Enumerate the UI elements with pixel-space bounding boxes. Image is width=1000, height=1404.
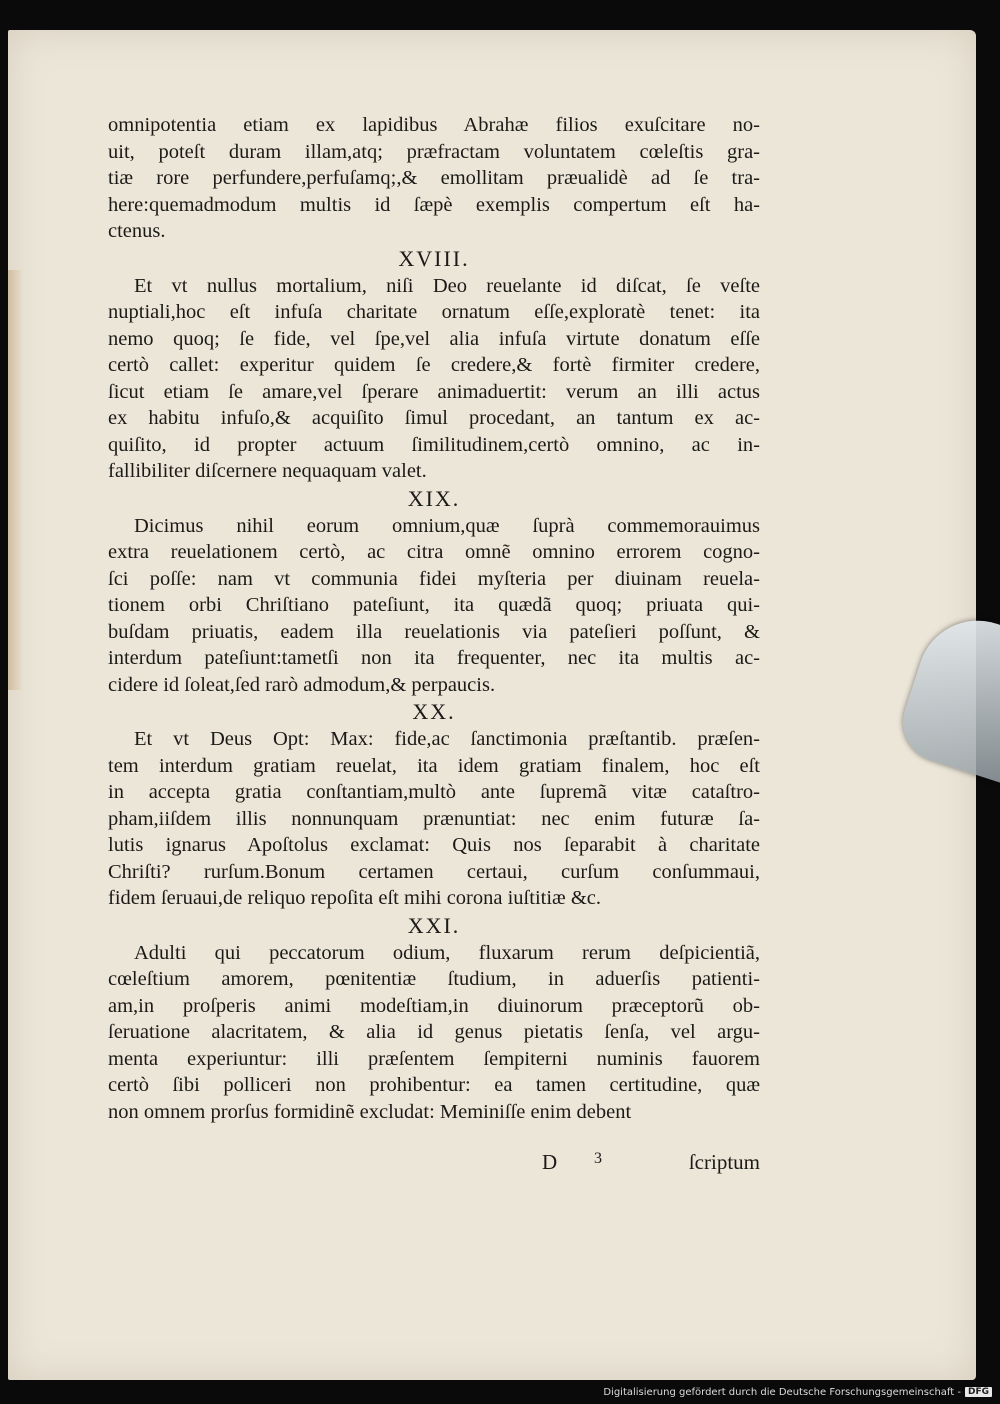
text-line: fallibiliter diſcernere nequaquam valet. [108,460,427,482]
page-footer [108,1150,760,1180]
credit-bar [603,1384,992,1400]
text-line: Et vt nullus mortalium, niſi Deo reuelante id diſcat, ſe veſte [134,274,760,297]
text-line: nemo quoq; ſe fide, vel ſpe,vel alia infuſa virtute donatum eſſe [108,327,760,350]
section-number-heading: XX. [412,699,456,724]
text-line: ctenus. [108,220,166,242]
text-line: Chriſti? rurſum.Bonum certamen certaui, curſum conſummaui, [108,860,760,883]
text-line: tionem orbi Chriſtiano pateſiunt, ita quædã quoq; priuata qui- [108,594,760,616]
text-line: interdum pateſiunt:tametſi non ita frequenter, nec ita multis ac- [108,647,760,669]
signature-number: 3 [594,1150,602,1167]
text-line: nuptiali,hoc eſt infuſa charitate ornatum eſſe,exploratè tenet: ita [108,301,760,323]
text-line: in accepta gratia conſtantiam,multò ante ſupremã vitæ cataſtro- [108,781,760,803]
catchword: ſcriptum [688,1150,760,1174]
text-line: ſci poſſe: nam vt communia fidei myſteria per diuinam reuela- [108,567,760,590]
dfg-logo: DFG [965,1387,992,1397]
text-line: tem interdum gratiam reuelat, ita idem gratiam finalem, hoc eſt [108,754,760,777]
section-number-heading: XXI. [407,912,461,938]
text-line: menta experiuntur: illi præſentem ſempiterni numinis fauorem [108,1047,760,1070]
text-line: here:quemadmodum multis id ſæpè exemplis compertum eſt ha- [108,193,760,216]
text-line: cœleſtium amorem, pœnitentiæ ſtudium, in aduerſis patienti- [108,968,760,990]
text-line: Dicimus nihil eorum omnium,quæ ſuprà commemorauimus [134,514,760,537]
page-edge-shadow [8,270,22,690]
text-line: ſeruatione alacritatem, & alia id genus pietatis ſenſa, vel argu- [108,1021,760,1043]
text-line: ſicut etiam ſe amare,vel ſperare animaduertit: verum an illi actus [108,380,760,403]
text-line: cidere id ſoleat,ſed rarò admodum,& perpaucis. [108,673,496,696]
text-line: buſdam priuatis, eadem illa reuelationis via pateſieri poſſunt, & [108,620,760,643]
text-line: certò callet: experitur quidem ſe credere,& fortè firmiter credere, [108,354,760,376]
text-line: extra reuelationem certò, ac citra omnẽ omnino errorem cogno- [108,541,760,563]
text-line: pham,iiſdem illis nonnunquam prænuntiat: nec enim futuræ ſa- [108,807,760,830]
credit-text: Digitalisierung gefördert durch die Deutsche Forschungsgemeinschaft - [603,1386,961,1398]
text-line: tiæ rore perfundere,perfuſamq;,& emollitam præualidè ad ſe tra- [108,167,760,189]
text-line: certò ſibi polliceri non prohibentur: ea tamen certitudine, quæ [108,1074,760,1096]
text-line: fidem ſeruaui,de reliquo repoſita eſt mihi corona iuſtitiæ &c. [108,887,602,909]
text-line: quiſito, id propter actuum ſimilitudinem,certò omnino, ac in- [108,433,760,456]
text-line: lutis ignarus Apoſtolus exclamat: Quis nos ſeparabit à charitate [108,834,760,856]
text-line: omnipotentia etiam ex lapidibus Abrahæ filios exuſcitare no- [108,114,760,136]
page-body-text [108,112,760,1125]
text-line: Et vt Deus Opt: Max: fide,ac ſanctimonia præſtantib. præſen- [134,728,760,750]
signature-mark: D [542,1150,558,1174]
text-line: Adulti qui peccatorum odium, fluxarum rerum deſpicientiã, [134,941,760,964]
section-number-heading: XIX. [407,485,461,511]
text-line: uit, poteſt duram illam,atq; præfractam voluntatem cœleſtis gra- [108,140,760,163]
text-line: non omnem prorſus formidinẽ excludat: Meminiſſe enim debent [108,1100,632,1123]
section-number-heading: XVIII. [398,245,470,271]
text-line: ex habitu infuſo,& acquiſito ſimul procedant, an tantum ex ac- [108,407,760,429]
text-line: am,in proſperis animi modeſtiam,in diuinorum præceptorũ ob- [108,994,760,1017]
